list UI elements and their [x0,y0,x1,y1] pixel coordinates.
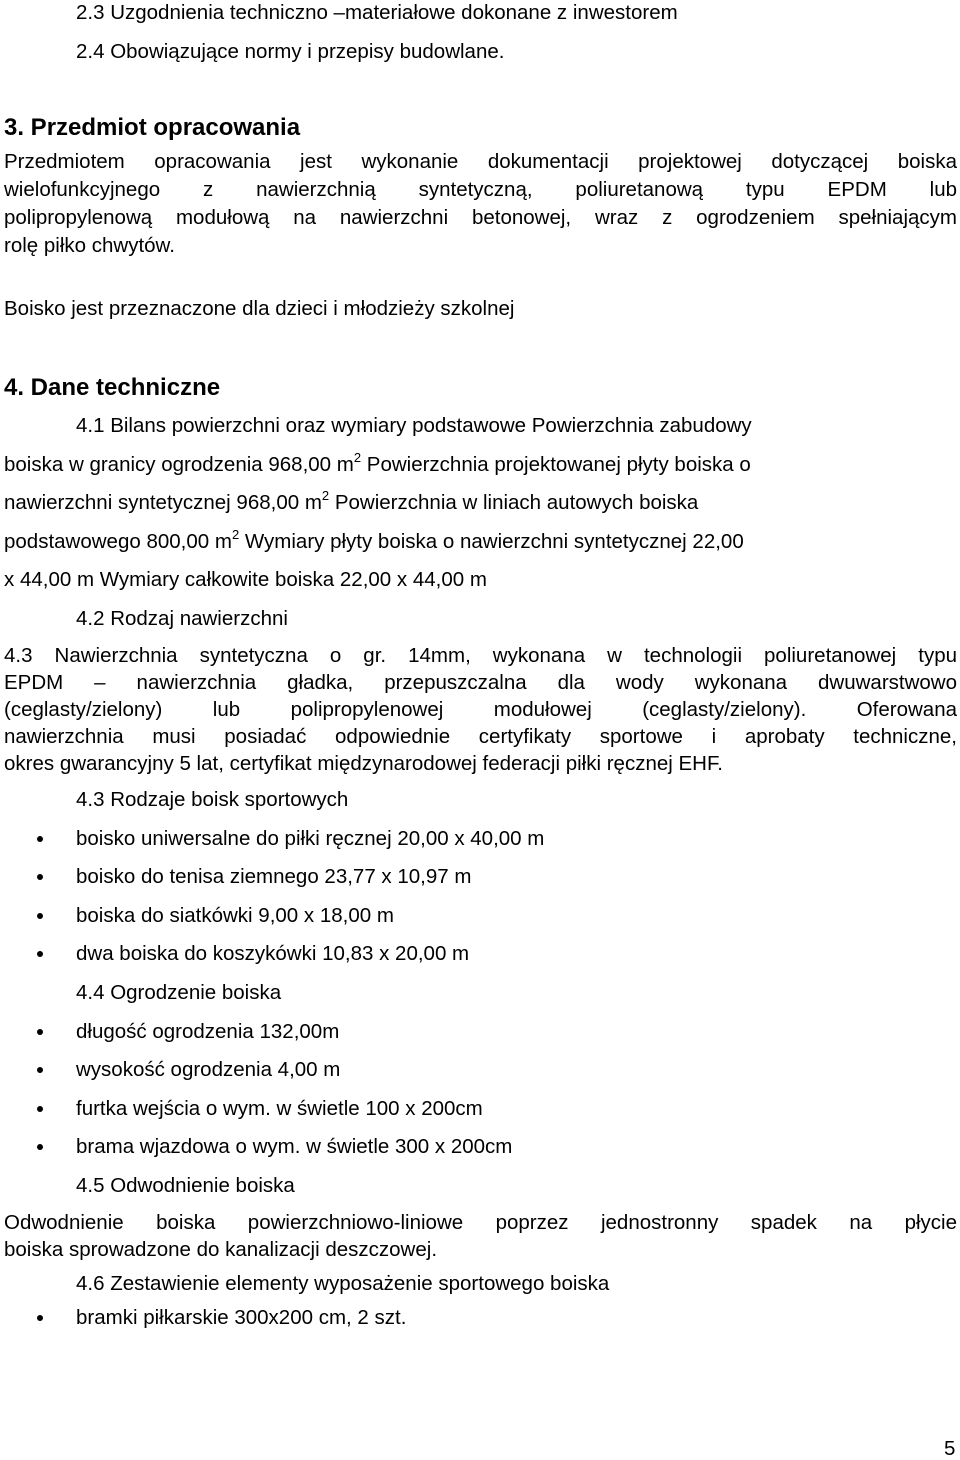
section-4-heading: 4. Dane techniczne [4,374,221,401]
bilans-line: 4.1 Bilans powierzchni oraz wymiary podstawowe Powierzchnia zabudowy [76,414,752,437]
superscript: 2 [353,450,362,465]
section-2-3-item: 2.3 Uzgodnienia techniczno –materiałowe dokonane z inwestorem [76,1,678,24]
section-2-4-item: 2.4 Obowiązujące normy i przepisy budowlane. [76,40,505,63]
page-number: 5 [944,1437,956,1460]
nawierzchnia-line: okres gwarancyjny 5 lat, certyfikat międzynarodowej federacji piłki ręcznej EHF. [4,752,723,775]
bullet-icon [36,1028,46,1038]
list-item: boiska do siatkówki 9,00 x 18,00 m [76,904,394,927]
list-item: wysokość ogrodzenia 4,00 m [76,1058,341,1081]
nawierzchnia-line: 4.3 Nawierzchnia syntetyczna o gr. 14mm, wykonana w technologii poliuretanowej typu [4,644,957,667]
list-item: dwa boiska do koszykówki 10,83 x 20,00 m [76,942,470,965]
odwodnienie-line: boiska sprowadzone do kanalizacji deszczowej. [4,1238,438,1261]
nawierzchnia-line: nawierzchnia musi posiadać odpowiednie certyfikaty sportowe i aprobaty techniczne, [4,725,957,748]
list-item: brama wjazdowa o wym. w świetle 300 x 200cm [76,1135,513,1158]
odwodnienie-title: 4.5 Odwodnienie boiska [76,1174,295,1197]
section-3-paragraph-line: Przedmiotem opracowania jest wykonanie dokumentacji projektowej dotyczącej boiska [4,150,957,173]
list-item: boisko do tenisa ziemnego 23,77 x 10,97 m [76,865,472,888]
section-3-paragraph-line: wielofunkcyjnego z nawierzchnią syntetyczną, poliuretanową typu EPDM lub [4,178,957,201]
section-3-note: Boisko jest przeznaczone dla dzieci i młodzieży szkolnej [4,297,515,320]
bullet-icon [36,1105,46,1115]
bullet-icon [36,835,46,845]
bullet-icon [36,1143,46,1153]
section-3-paragraph-line: polipropylenową modułową na nawierzchni betonowej, wraz z ogrodzeniem spełniającym [4,206,957,229]
nawierzchnia-line: (ceglasty/zielony) lub polipropylenowej modułowej (ceglasty/zielony). Oferowana [4,698,957,721]
nawierzchnia-line: EPDM – nawierzchnia gładka, przepuszczalna dla wody wykonana dwuwarstwowo [4,671,957,694]
list-item: długość ogrodzenia 132,00m [76,1020,340,1043]
bilans-line: nawierzchni syntetycznej 968,00 $m^2$ Powierzchnia w liniach autowych boiska [4,488,699,514]
ogrodzenie-title: 4.4 Ogrodzenie boiska [76,981,282,1004]
list-item: furtka wejścia o wym. w świetle 100 x 200cm [76,1097,483,1120]
superscript: 2 [231,527,240,542]
bullet-icon [36,873,46,883]
bullet-icon [36,1314,46,1324]
list-item: bramki piłkarskie 300x200 cm, 2 szt. [76,1306,407,1329]
bullet-icon [36,912,46,922]
wyposazenie-title: 4.6 Zestawienie elementy wyposażenie sportowego boiska [76,1272,610,1295]
bilans-line: podstawowego 800,00 $m^2$ Wymiary płyty boiska o nawierzchni syntetycznej 22,00 [4,527,744,553]
bullet-icon [36,1066,46,1076]
bullet-icon [36,950,46,960]
section-3-paragraph-line: rolę piłko chwytów. [4,234,175,257]
bilans-line: x 44,00 m Wymiary całkowite boiska 22,00 x 44,00 m [4,568,487,591]
list-item: boisko uniwersalne do piłki ręcznej 20,00 x 40,00 m [76,827,545,850]
rodzaj-nawierzchni: 4.2 Rodzaj nawierzchni [76,607,288,630]
odwodnienie-line: Odwodnienie boiska powierzchniowo-liniowe poprzez jednostronny spadek na płycie [4,1211,957,1234]
superscript: 2 [321,488,330,503]
section-3-heading: 3. Przedmiot opracowania [4,114,301,141]
rodzaje-title: 4.3 Rodzaje boisk sportowych [76,788,349,811]
bilans-line: boiska w granicy ogrodzenia 968,00 $m^2$ Powierzchnia projektowanej płyty boiska o [4,450,751,476]
